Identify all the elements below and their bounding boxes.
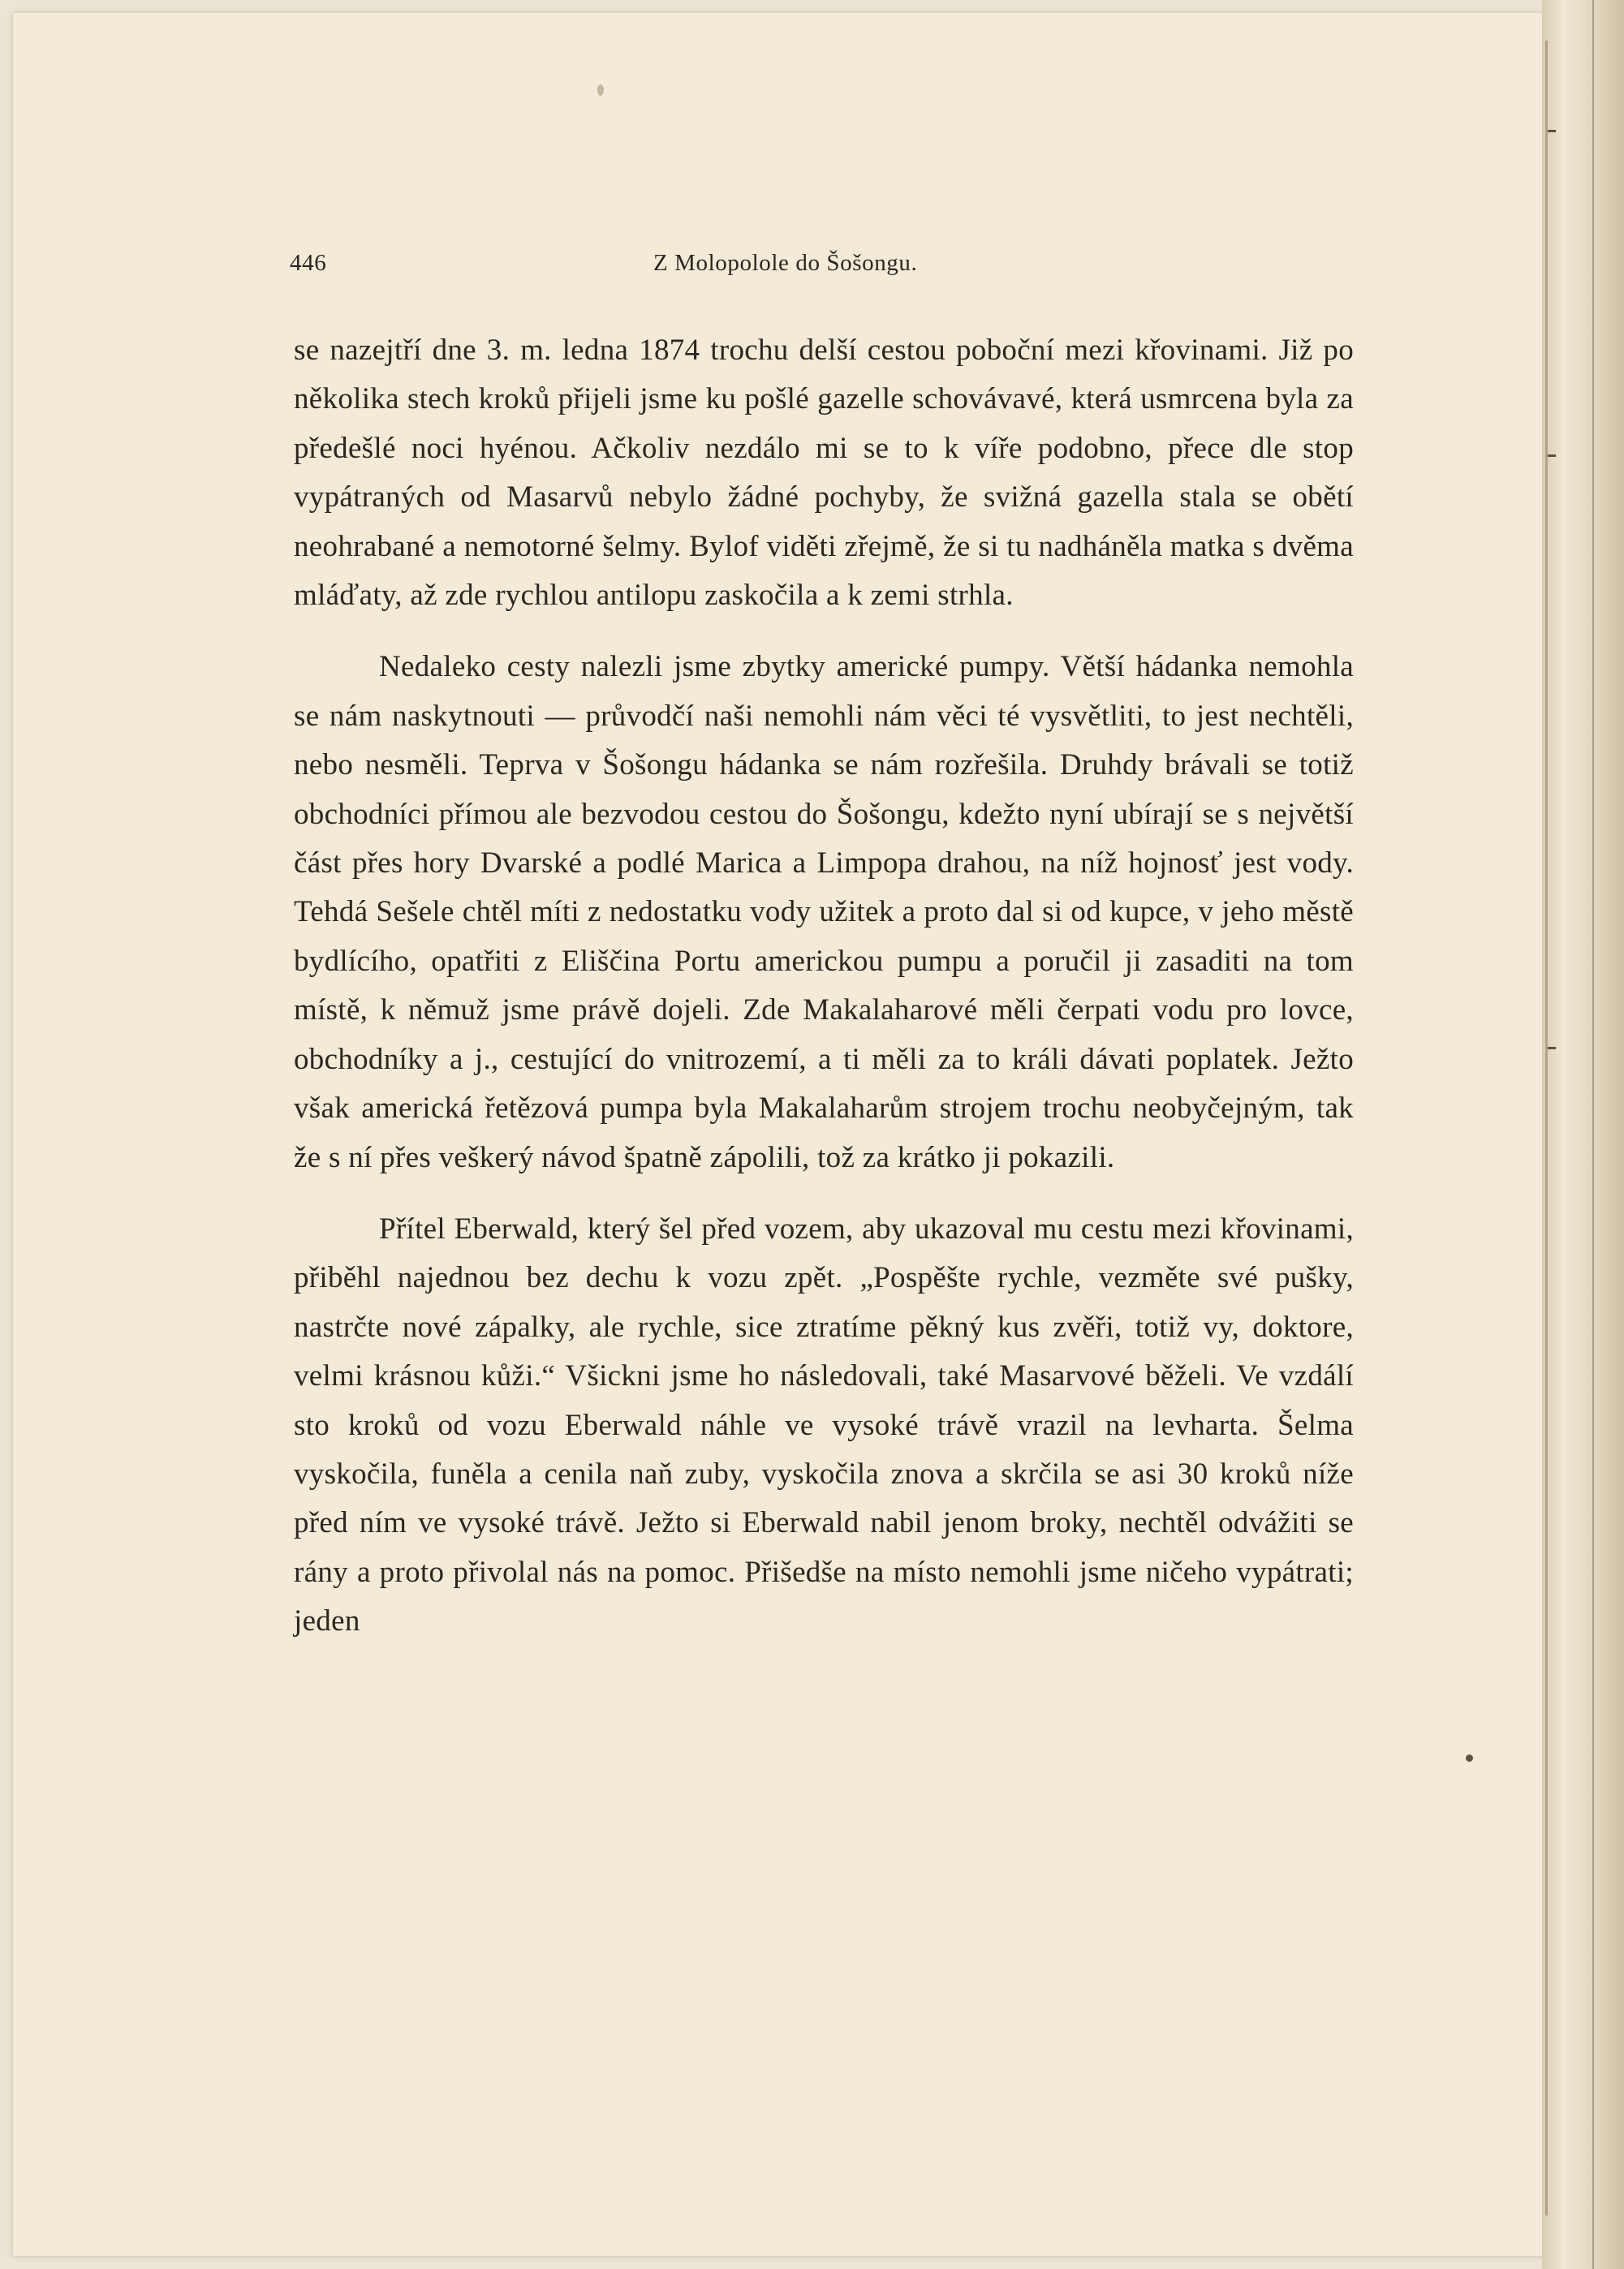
binding-edge-line (1545, 41, 1548, 2215)
running-header (290, 250, 988, 282)
binding-mark (1548, 1047, 1556, 1049)
body-text (294, 326, 1354, 1647)
binding-mark (1548, 454, 1556, 457)
running-title: Z Molopolole do Šošongu. (653, 250, 918, 276)
page-number: 446 (290, 250, 327, 276)
paragraph: Přítel Eberwald, který šel před vozem, aby ukazoval mu cestu mezi křovinami, přiběhl najednou bez dechu k vozu zpět. „Pospěšte rychle, vezměte své pušky, nastrčte nové zápalky, ale rychle, sice ztratíme pěkný kus zvěři, totiž vy, doktore, velmi krásnou kůži.“ Všickni jsme ho následovali, také Masarvové běželi. Ve vzdálí sto kroků od vozu Eberwald náhle ve vysoké trávě vrazil na levharta. Šelma vyskočila, funěla a cenila naň zuby, vyskočila znova a skrčila se asi 30 kroků níže před ním ve vysoké trávě. Ježto si Eberwald nabil jenom broky, nechtěl odvážiti se rány a proto přivolal nás na pomoc. Přišedše na místo nemohli jsme ničeho vypátrati; jeden (294, 1212, 1354, 1638)
paragraph: se nazejtří dne 3. m. ledna 1874 trochu delší cestou poboční mezi křovinami. Již po několika stech kroků přijeli jsme ku pošlé gazelle schovávavé, která usmrcena byla za předešlé noci hyénou. Ačkoliv nezdálo mi se to k víře podobno, přece dle stop vypátraných od Masarvů nebylo žádné pochyby, že svižná gazella stala se obětí neohrabané a nemotorné šelmy. Bylof viděti zřejmě, že si tu nadháněla matka s dvěma mláďaty, až zde rychlou antilopu zaskočila a k zemi strhla. (294, 334, 1354, 613)
paper-speck (1466, 1754, 1473, 1762)
binding-edge-line (1592, 0, 1594, 2269)
paper-speck (597, 84, 604, 96)
binding-mark (1548, 130, 1556, 132)
paragraph: Nedaleko cesty nalezli jsme zbytky americké pumpy. Větší hádanka nemohla se nám naskytnouti — průvodčí naši nemohli nám věci té vysvětliti, to jest nechtěli, nebo nesměli. Teprva v Šošongu hádanka se nám rozřešila. Druhdy brávali se totiž obchodníci přímou ale bezvodou cestou do Šošongu, kdežto nyní ubírají se s největší část přes hory Dvarské a podlé Marica a Limpopa drahou, na níž hojnosť jest vody. Tehdá Sešele chtěl míti z nedostatku vody užitek a proto dal si od kupce, v jeho městě bydlícího, opatřiti z Eliščina Portu americkou pumpu a poručil ji zasaditi na tom místě, k němuž jsme právě dojeli. Zde Makalaharové měli čerpati vodu pro lovce, obchodníky a j., cestující do vnitrozemí, a ti měli za to králi dávati poplatek. Ježto však americká řetězová pumpa byla Makalaharům strojem trochu neobyčejným, tak že s ní přes veškerý návod špatně zápolili, tož za krátko ji pokazili. (294, 650, 1354, 1174)
book-gutter (1542, 0, 1624, 2269)
